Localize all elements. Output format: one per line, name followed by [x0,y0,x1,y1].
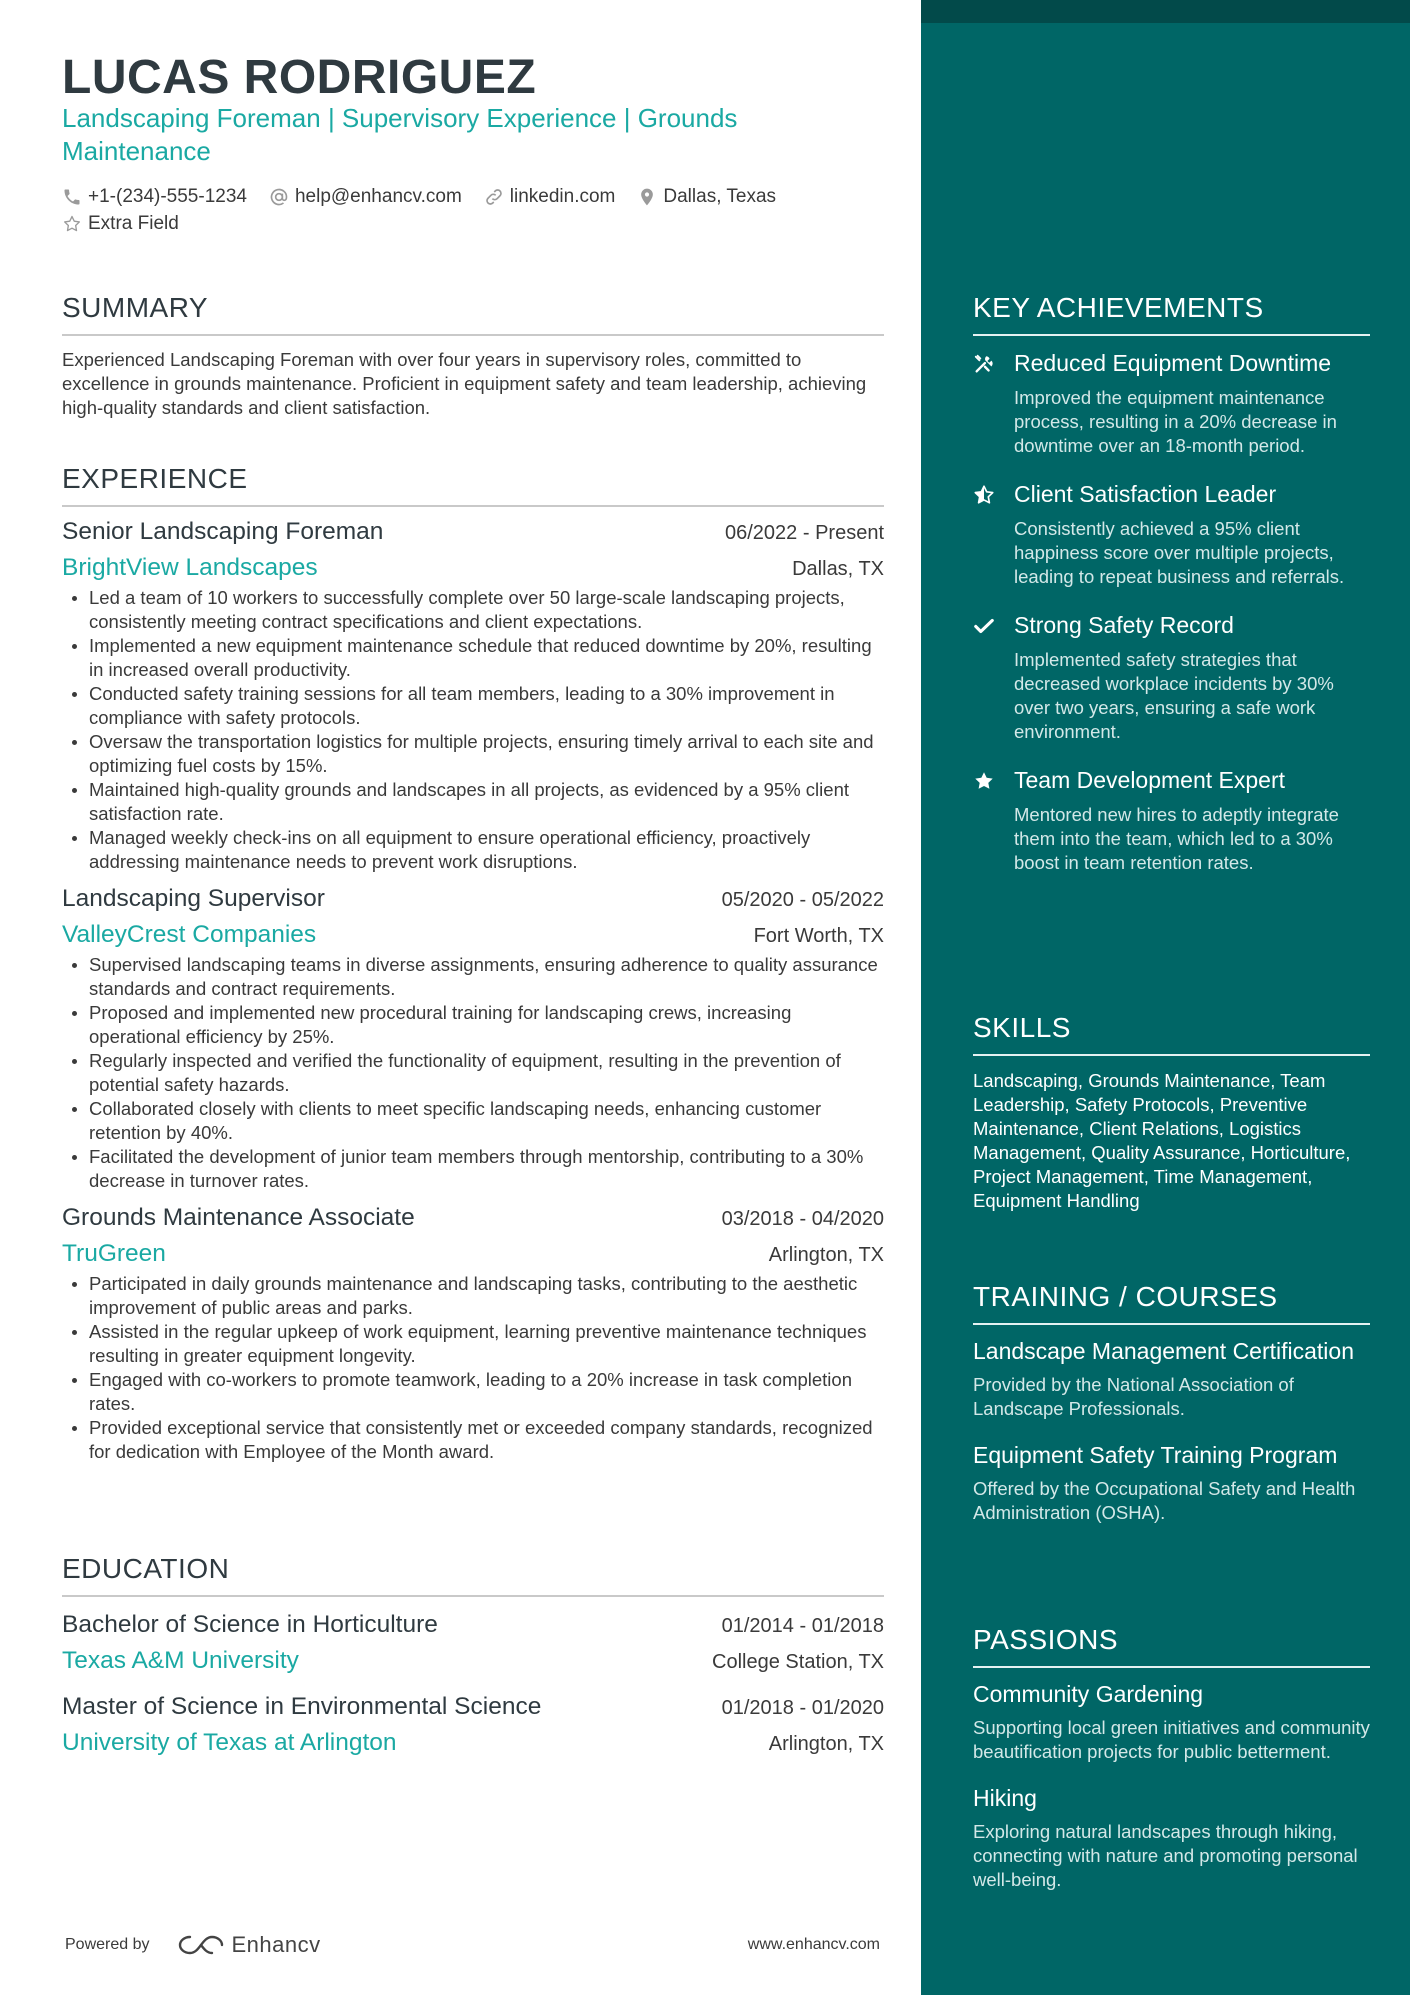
location-text: Dallas, Texas [663,186,777,207]
linkedin-text: linkedin.com [509,186,616,207]
course-desc: Offered by the Occupational Safety and Health Administration (OSHA). [973,1478,1356,1523]
enhancv-logo[interactable] [178,1932,321,1958]
education-dates: 01/2018 - 01/2020 [721,1697,884,1719]
passion-title: Hiking [973,1785,1037,1811]
job-bullet: Maintained high-quality grounds and landscapes in all projects, as evidenced by a 95% client satisfaction rate. [62,778,884,826]
job-bullet: Managed weekly check-ins on all equipment to ensure operational efficiency, proactively addressing maintenance needs to prevent work disruptions. [62,826,884,874]
job-bullets [62,1272,884,1464]
job-bullet: Led a team of 10 workers to successfully complete over 50 large-scale landscaping projects, consistently meeting contract specifications and client expectations. [62,586,884,634]
job-bullet: Regularly inspected and verified the functionality of equipment, resulting in the prevention of potential safety hazards. [62,1049,884,1097]
powered-by [65,1932,321,1958]
achievement-desc: Mentored new hires to adeptly integrate them into the team, which led to a 30% boost in team retention rates. [1014,804,1339,873]
location-pin-icon [637,187,657,207]
achievement-title: Reduced Equipment Downtime [1014,350,1332,376]
job-bullets [62,586,884,874]
contact-extra [62,213,179,235]
skills-title: SKILLS [973,1012,1370,1056]
job-entry [62,518,884,874]
course-title: Landscape Management Certification [973,1338,1355,1364]
skills-section [973,1012,1370,1213]
job-company: TruGreen [62,1240,166,1267]
achievement-item [973,349,1370,458]
education-location: Arlington, TX [768,1733,884,1755]
sidebar [921,0,1410,1995]
job-bullet: Conducted safety training sessions for all team members, leading to a 30% improvement in compliance with safety protocols. [62,682,884,730]
school: University of Texas at Arlington [62,1729,397,1756]
at-icon [269,187,289,207]
school: Texas A&M University [62,1647,299,1674]
job-bullet: Provided exceptional service that consistently met or exceeded company standards, recognized for dedication with Employee of the Month award. [62,1416,884,1464]
headline: Landscaping Foreman | Supervisory Experience | Grounds Maintenance [62,103,738,166]
experience-section [62,463,884,1464]
enhancv-logo-icon [178,1933,224,1957]
job-bullet: Engaged with co-workers to promote teamwork, leading to a 20% increase in task completion rates. [62,1368,884,1416]
course-title: Equipment Safety Training Program [973,1442,1338,1468]
contact-location [637,186,776,208]
education-location: College Station, TX [712,1651,884,1673]
half-star-icon [973,484,995,506]
passion-title: Community Gardening [973,1681,1204,1707]
job-dates: 03/2018 - 04/2020 [721,1208,884,1230]
achievement-title: Client Satisfaction Leader [1014,481,1277,507]
job-entry [62,885,884,1193]
tools-icon [973,353,995,375]
achievement-desc: Consistently achieved a 95% client happiness score over multiple projects, leading to repeat business and referrals. [1014,518,1345,587]
contact-info [62,184,862,238]
job-bullet: Facilitated the development of junior team members through mentorship, contributing to a 30% decrease in turnover rates. [62,1145,884,1193]
training-title: TRAINING / COURSES [973,1281,1370,1325]
contact-email[interactable] [269,186,462,208]
job-bullet: Implemented a new equipment maintenance schedule that reduced downtime by 20%, resulting in increased overall productivity. [62,634,884,682]
summary-section [62,292,884,420]
degree: Master of Science in Environmental Science [62,1693,542,1720]
star-icon [973,770,995,792]
course-desc: Provided by the National Association of Landscape Professionals. [973,1374,1294,1419]
achievement-item [973,480,1370,589]
extra-field-text: Extra Field [88,213,179,234]
achievement-title: Team Development Expert [1014,767,1286,793]
email-text: help@enhancv.com [294,186,462,207]
footer [65,1930,880,1960]
job-title: Grounds Maintenance Associate [62,1204,415,1231]
achievements-section [973,292,1370,875]
achievement-desc: Improved the equipment maintenance process, resulting in a 20% decrease in downtime over an 18-month period. [1014,387,1337,456]
achievement-item [973,766,1370,875]
passions-section [973,1624,1370,1892]
achievement-item [973,611,1370,744]
powered-by-label: Powered by [65,1936,150,1953]
job-dates: 05/2020 - 05/2022 [721,889,884,911]
candidate-name: LUCAS RODRIGUEZ [62,51,537,104]
education-entry [62,1693,884,1757]
degree: Bachelor of Science in Horticulture [62,1611,438,1638]
course-item [973,1441,1370,1525]
phone-text: +1-(234)-555-1234 [88,186,247,207]
achievements-title: KEY ACHIEVEMENTS [973,292,1370,336]
link-icon [484,187,504,207]
achievement-title: Strong Safety Record [1014,612,1234,638]
job-location: Dallas, TX [792,558,884,580]
passion-desc: Exploring natural landscapes through hiking, connecting with nature and promoting personal well-being. [973,1821,1358,1890]
education-dates: 01/2014 - 01/2018 [721,1615,884,1637]
training-section [973,1281,1370,1525]
contact-linkedin[interactable] [484,186,616,208]
job-bullets [62,953,884,1193]
job-company: ValleyCrest Companies [62,921,317,948]
passion-item [973,1784,1370,1892]
checkmark-icon [973,615,995,637]
sidebar-top-bar [921,0,1410,23]
passion-desc: Supporting local green initiatives and community beautification projects for public betterment. [973,1717,1370,1762]
job-bullet: Supervised landscaping teams in diverse assignments, ensuring adherence to quality assurance standards and contract requirements. [62,953,884,1001]
achievement-desc: Implemented safety strategies that decreased workplace incidents by 30% over two years, ensuring a safe work environment. [1014,649,1334,742]
job-bullet: Oversaw the transportation logistics for multiple projects, ensuring timely arrival to each site and optimizing fuel costs by 15%. [62,730,884,778]
education-entry [62,1611,884,1675]
job-bullet: Assisted in the regular upkeep of work equipment, learning preventive maintenance techniques resulting in greater equipment longevity. [62,1320,884,1368]
experience-title: EXPERIENCE [62,463,884,507]
job-entry [62,1204,884,1464]
job-title: Senior Landscaping Foreman [62,518,384,545]
passions-title: PASSIONS [973,1624,1370,1668]
phone-icon [62,187,82,207]
job-bullet: Collaborated closely with clients to meet specific landscaping needs, enhancing customer retention by 40%. [62,1097,884,1145]
job-bullet: Participated in daily grounds maintenance and landscaping tasks, contributing to the aesthetic improvement of public areas and parks. [62,1272,884,1320]
contact-phone[interactable] [62,186,247,208]
skills-text: Landscaping, Grounds Maintenance, Team Leadership, Safety Protocols, Preventive Maintenance, Client Relations, Logistics Management, Quality Assurance, Horticulture, Project Management, Time Management, Equipment Handling [973,1070,1351,1211]
education-section [62,1553,884,1757]
job-company: BrightView Landscapes [62,554,318,581]
course-item [973,1337,1370,1421]
summary-text: Experienced Landscaping Foreman with over four years in supervisory roles, committed to excellence in grounds maintenance. Proficient in equipment safety and team leadership, achieving high-quality standards and client satisfaction. [62,349,867,418]
website-link[interactable]: www.enhancv.com [747,1936,880,1953]
passion-item [973,1680,1370,1764]
education-title: EDUCATION [62,1553,884,1597]
job-dates: 06/2022 - Present [725,522,884,544]
job-location: Arlington, TX [768,1244,884,1266]
summary-title: SUMMARY [62,292,884,336]
job-bullet: Proposed and implemented new procedural training for landscaping crews, increasing operational efficiency by 25%. [62,1001,884,1049]
job-title: Landscaping Supervisor [62,885,325,912]
brand-name: Enhancv [231,1932,321,1957]
job-location: Fort Worth, TX [753,925,884,947]
star-outline-icon [62,214,82,234]
